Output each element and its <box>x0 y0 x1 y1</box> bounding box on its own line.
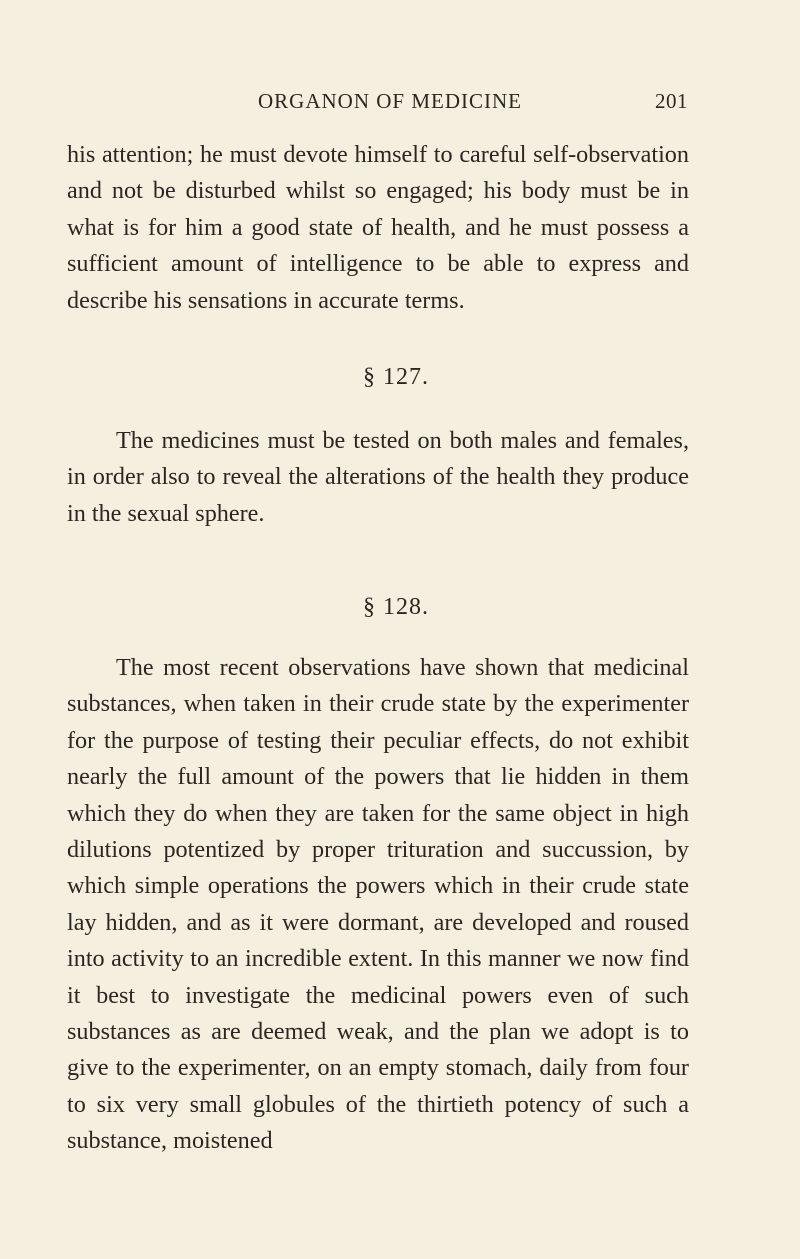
paragraph-continuation: his attention; he must devote himself to careful self-observation and not be disturbed whilst so engaged; his body must be in what is for him a good state of health, and he must possess a sufficient amount of intelligence to be able to express and describe his sensations in accurate terms. <box>67 141 689 314</box>
running-head <box>258 89 688 119</box>
section-heading-128: § 128. <box>363 594 429 620</box>
paragraph-section-128: The most recent observations have shown that medicinal substances, when taken in their crude state by the experimenter for the purpose of testing their peculiar effects, do not exhibit nearly the full amount of the powers that lie hidden in them which they do when they are taken for the same object in high dilutions potentized by proper trituration and succussion, by which simple operations the powers which in their crude state lay hidden, and as it were dormant, are developed and roused into activity to an incredible extent. In this manner we now find it best to investigate the medicinal powers even of such substances as are deemed weak, and the plan we adopt is to give to the experimenter, on an empty stomach, daily from four to six very small globules of the thirtieth potency of such a substance, moistened <box>67 654 689 1155</box>
section-heading-127: § 127. <box>363 364 429 390</box>
running-head-title: ORGANON OF MEDICINE <box>258 89 522 113</box>
paragraph-section-127: The medicines must be tested on both males and females, in order also to reveal the alterations of the health they produce in the sexual sphere. <box>67 427 689 527</box>
page-number: 201 <box>655 89 688 113</box>
